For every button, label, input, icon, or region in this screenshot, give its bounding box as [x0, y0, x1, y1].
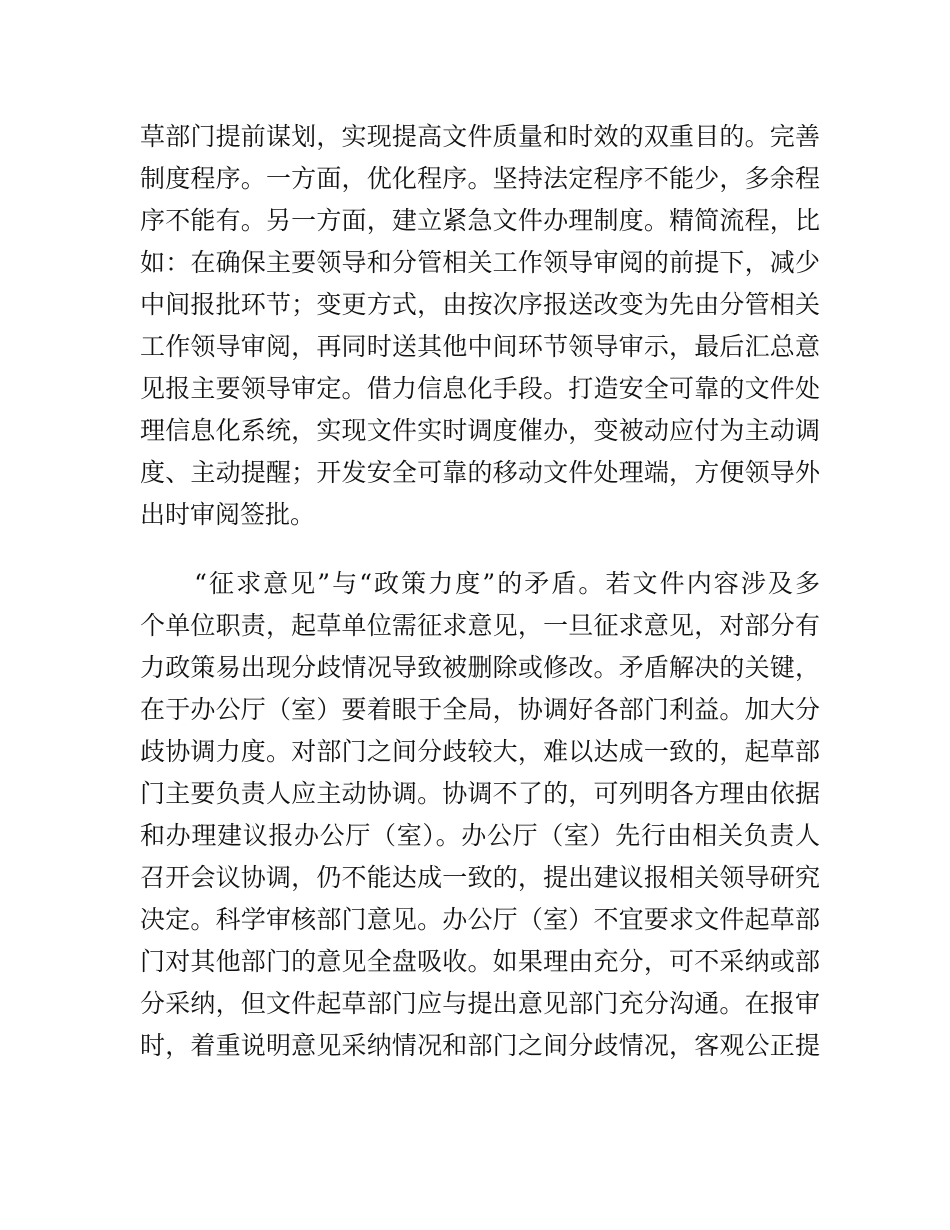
text-line: 时，着重说明意见采纳情况和部门之间分歧情况，客观公正提	[140, 1031, 820, 1060]
text-line: 序不能有。另一方面，建立紧急文件办理制度。精简流程，比	[140, 206, 820, 235]
text-line: 在于办公厅（室）要着眼于全局，协调好各部门利益。加大分	[140, 695, 820, 724]
text-line: 歧协调力度。对部门之间分歧较大，难以达成一致的，起草部	[140, 737, 820, 766]
text-line: 如：在确保主要领导和分管相关工作领导审阅的前提下，减少	[140, 248, 820, 277]
text-line: 个单位职责，起草单位需征求意见，一旦征求意见，对部分有	[140, 611, 820, 640]
text-line: 门对其他部门的意见全盘吸收。如果理由充分，可不采纳或部	[140, 947, 820, 976]
text-line: 工作领导审阅，再同时送其他中间环节领导审示，最后汇总意	[140, 332, 820, 361]
text-line: 和办理建议报办公厅（室）。办公厅（室）先行由相关负责人	[140, 821, 820, 850]
text-line: 决定。科学审核部门意见。办公厅（室）不宜要求文件起草部	[140, 905, 820, 934]
text-line: 制度程序。一方面，优化程序。坚持法定程序不能少，多余程	[140, 164, 820, 193]
text-line: 出时审阅签批。	[140, 500, 316, 529]
text-line: 草部门提前谋划，实现提高文件质量和时效的双重目的。完善	[140, 122, 820, 151]
paragraph-2	[140, 563, 820, 1067]
text-line: 度、主动提醒；开发安全可靠的移动文件处理端，方便领导外	[140, 458, 820, 487]
text-line: 力政策易出现分歧情况导致被删除或修改。矛盾解决的关键，	[140, 653, 820, 682]
text-line: 理信息化系统，实现文件实时调度催办，变被动应付为主动调	[140, 416, 820, 445]
text-line: 分采纳，但文件起草部门应与提出意见部门充分沟通。在报审	[140, 989, 820, 1018]
text-line: 门主要负责人应主动协调。协调不了的，可列明各方理由依据	[140, 779, 820, 808]
text-line: 见报主要领导审定。借力信息化手段。打造安全可靠的文件处	[140, 374, 820, 403]
text-line: 召开会议协调，仍不能达成一致的，提出建议报相关领导研究	[140, 863, 820, 892]
paragraph-1	[140, 116, 820, 536]
text-line: 中间报批环节；变更方式，由按次序报送改变为先由分管相关	[140, 290, 820, 319]
text-line: “征求意见”与“政策力度”的矛盾。若文件内容涉及多	[140, 569, 820, 598]
